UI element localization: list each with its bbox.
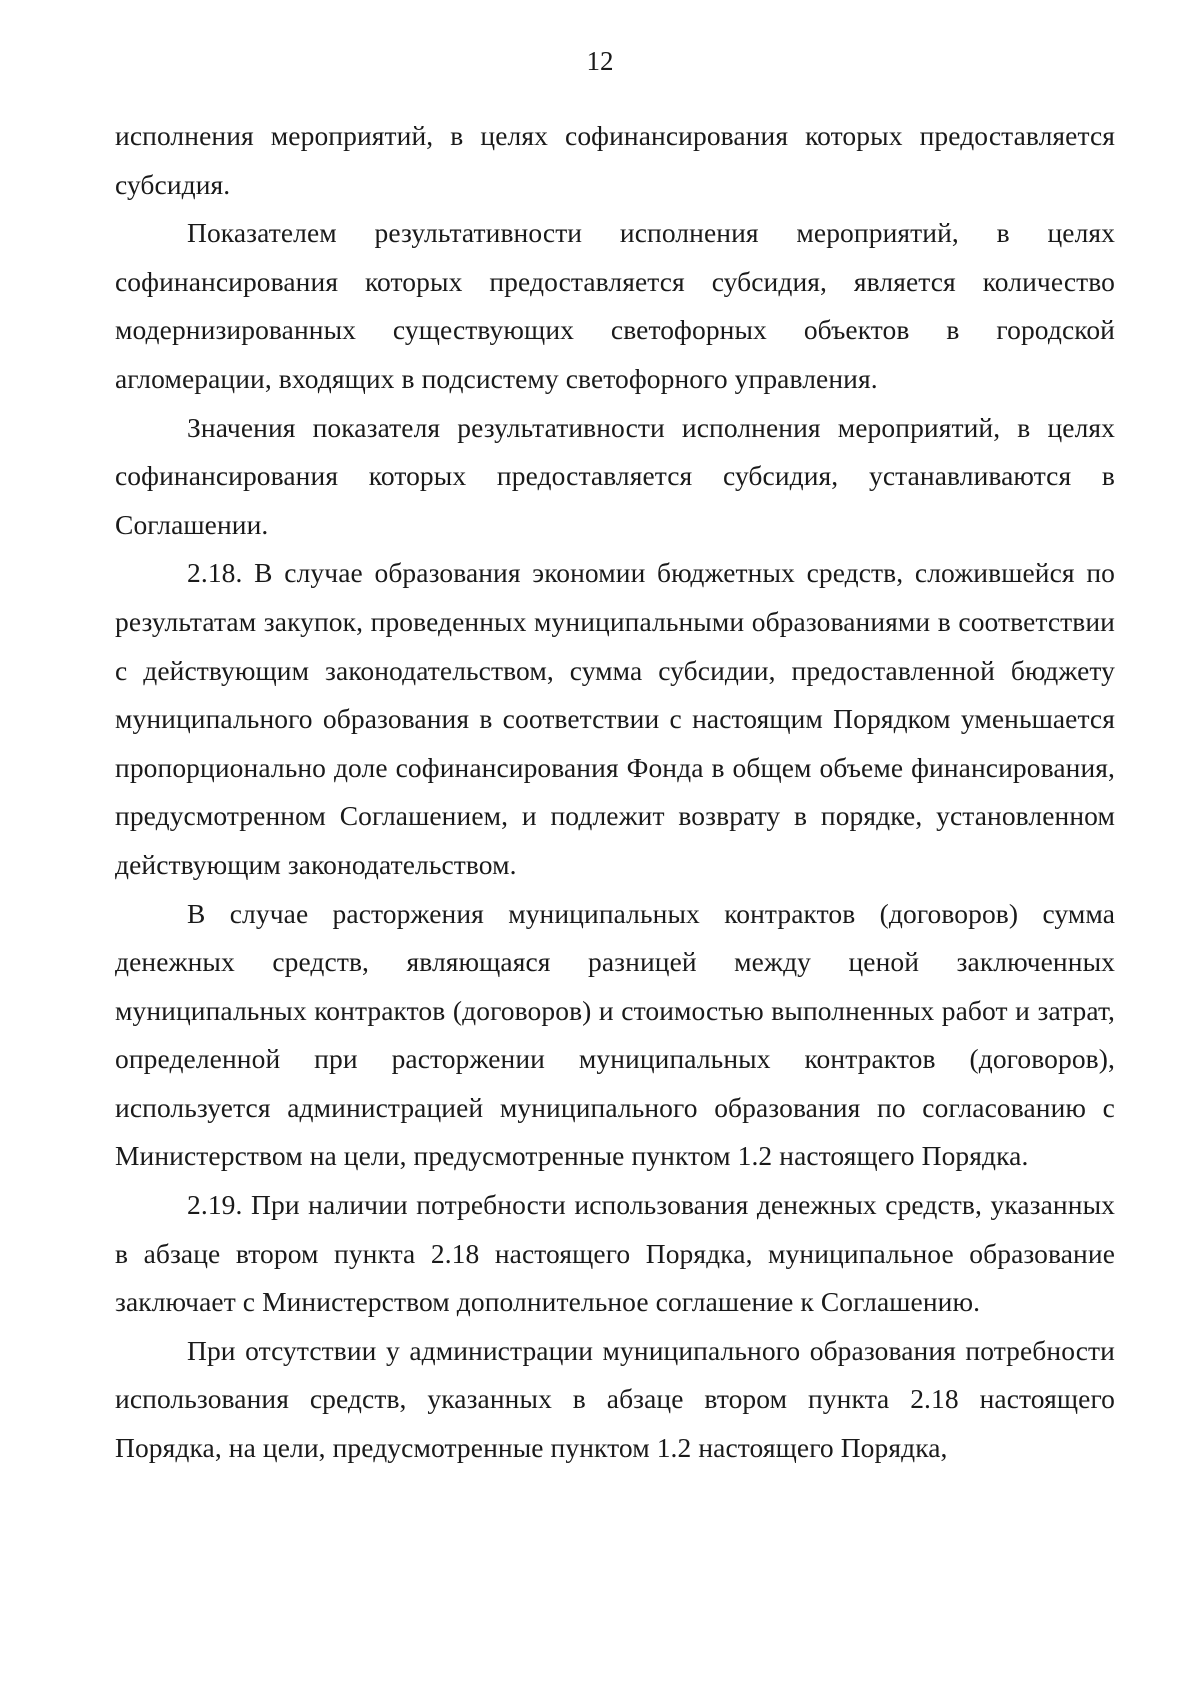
paragraph-indicator-values: Значения показателя результативности исполнения мероприятий, в целях софинансирования которых предоставляется субсидия, устанавливаются в Соглашении. [115, 411, 1115, 540]
page-number: 12 [586, 46, 614, 76]
paragraph-continuation: исполнения мероприятий, в целях софинансирования которых предоставляется субсидия. [115, 120, 1115, 200]
document-body [115, 112, 1115, 1473]
paragraph-performance-indicator: Показателем результативности исполнения мероприятий, в целях софинансирования которых предоставляется субсидия, является количество модернизированных существующих светофорных объектов в городской агломерации, входящих в подсистему светофорного управления. [115, 217, 1115, 394]
paragraph-absence-of-need: При отсутствии у администрации муниципального образования потребности использования средств, указанных в абзаце втором пункта 2.18 настоящего Порядка, на цели, предусмотренные пунктом 1.2 настоящего Порядка, [115, 1334, 1115, 1464]
paragraph-clause-2-19: 2.19. При наличии потребности использования денежных средств, указанных в абзаце втором пункта 2.18 настоящего Порядка, муниципальное образование заключает с Министерством дополнительное соглашение к Соглашению. [115, 1189, 1115, 1318]
paragraph-contract-termination: В случае расторжения муниципальных контрактов (договоров) сумма денежных средств, являющаяся разницей между ценой заключенных муниципальных контрактов (договоров) и стоимостью выполненных работ и затрат, определенной при расторжении муниципальных контрактов (договоров), используется администрацией муниципального образования по согласованию с Министерством на цели, предусмотренные пунктом 1.2 настоящего Порядка. [115, 897, 1115, 1172]
paragraph-clause-2-18: 2.18. В случае образования экономии бюджетных средств, сложившейся по результатам закупок, проведенных муниципальными образованиями в соответствии с действующим законодательством, сумма субсидии, предоставленной бюджету муниципального образования в соответствии с настоящим Порядком уменьшается пропорционально доле софинансирования Фонда в общем объеме финансирования, предусмотренном Соглашением, и подлежит возврату в порядке, установленном действующим законодательством. [115, 557, 1115, 880]
